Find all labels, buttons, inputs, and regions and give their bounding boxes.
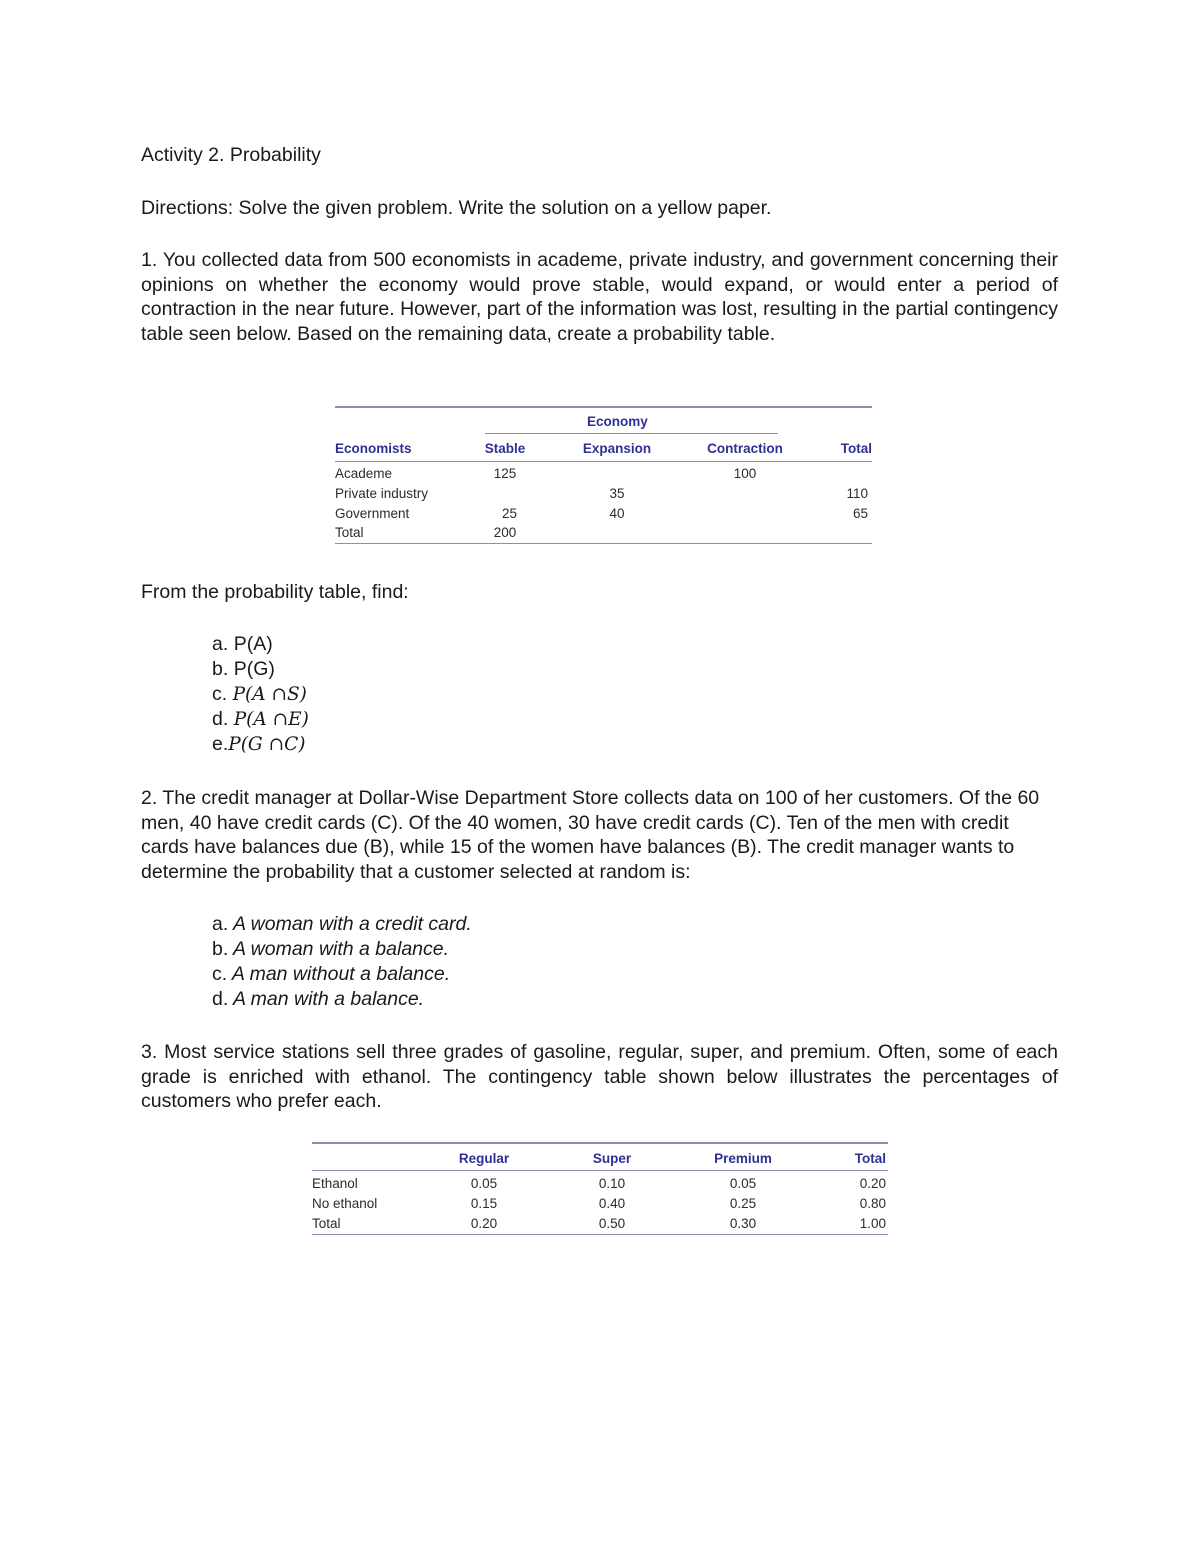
table-cell: Academe [335,466,393,481]
list-item [212,632,309,657]
problem-1-text: 1. You collected data from 500 economists in academe, private industry, and government concerning their opinions on whether the economy would prove stable, would expand, or would enter a period of contraction in the near future. However, part of the information was lost, resulting in the partial contingency table seen below. Based on the remaining data, create a probability table. [141,249,1058,345]
item-text: A man with a balance. [232,988,425,1010]
table-top-rule [312,1142,888,1144]
table-top-rule [335,406,872,408]
table-header-expansion: Expansion [582,441,652,456]
item-label: b. [212,658,229,680]
item-text: A woman with a credit card. [232,913,472,935]
table-header-premium: Premium [714,1151,772,1166]
table-cell: 0.80 [859,1196,886,1211]
list-item [212,987,472,1012]
table-cell: 0.30 [729,1216,757,1231]
table-cell: 0.10 [598,1176,626,1191]
item-label: d. [212,708,229,730]
table-cell: 0.50 [598,1216,626,1231]
table-cell: 35 [609,486,625,501]
item-label: b. [212,938,229,960]
table-cell: Total [312,1216,341,1231]
table-cell: 0.05 [470,1176,498,1191]
item-expr: P(G ∩C) [228,734,306,755]
table-header-contraction: Contraction [707,441,783,456]
table-header-super: Super [592,1151,632,1166]
directions-text: Directions: Solve the given problem. Write the solution on a yellow paper. [141,197,772,219]
find-intro-text: From the probability table, find: [141,581,409,603]
item-label: d. [212,988,229,1010]
list-item [212,937,472,962]
problem-2-text: 2. The credit manager at Dollar-Wise Department Store collects data on 100 of her customers. Of the 60 men, 40 have credit cards (C). Of the 40 women, 30 have credit cards (C). Ten of the men with credit cards have balances due (B), while 15 of the women have balances (B). The credit manager wants to determine the probability that a customer selected at random is: [141,787,1040,883]
item-expr: P(A ∩E) [233,709,309,730]
table-cell: 65 [852,506,868,521]
item-expr: P(A ∩S) [232,684,307,705]
economy-group-header: Economy [587,414,648,429]
table-header-regular: Regular [458,1151,510,1166]
item-label: a. [212,633,229,655]
table-header-rule [335,461,872,462]
table-header-rule [312,1170,888,1171]
table-bottom-rule [312,1234,888,1235]
table-cell: 1.00 [859,1216,886,1231]
list-item [212,732,309,757]
item-label: e. [212,733,229,755]
table-header-total: Total [840,441,872,456]
table-cell: 0.40 [598,1196,626,1211]
table-cell: Total [335,525,364,540]
table-cell: Ethanol [312,1176,358,1191]
table-bottom-rule [335,543,872,544]
economists-contingency-table [335,406,872,546]
table-cell: 25 [501,506,517,521]
table-cell: 0.05 [729,1176,757,1191]
table-header-stable: Stable [484,441,526,456]
table-cell: 0.15 [470,1196,498,1211]
table-cell: 110 [846,486,868,501]
table-cell: 100 [733,466,757,481]
gasoline-contingency-table [312,1142,888,1238]
item-expr: P(A) [233,633,273,655]
item-text: A man without a balance. [231,963,451,985]
table-cell: 0.20 [470,1216,498,1231]
list-item [212,682,309,707]
list-item [212,657,309,682]
item-label: a. [212,913,229,935]
list-item [212,912,472,937]
table-cell: 40 [609,506,625,521]
table-header-economists: Economists [335,441,412,456]
table-cell: Private industry [335,486,429,501]
table-cell: 200 [493,525,517,540]
table-cell: Government [335,506,410,521]
list-item [212,962,472,987]
problem-1-questions [212,632,309,757]
table-header-total: Total [854,1151,886,1166]
table-cell: 0.25 [729,1196,757,1211]
item-label: c. [212,963,228,985]
problem-2-questions [212,912,472,1012]
list-item [212,707,309,732]
item-label: c. [212,683,228,705]
item-text: A woman with a balance. [232,938,450,960]
table-cell: No ethanol [312,1196,378,1211]
table-cell: 0.20 [859,1176,886,1191]
table-cell: 125 [493,466,517,481]
item-expr: P(G) [233,658,275,680]
economy-group-rule [485,433,778,434]
activity-title: Activity 2. Probability [141,144,321,166]
problem-3-text: 3. Most service stations sell three grades of gasoline, regular, super, and premium. Often, some of each grade is enriched with ethanol. The contingency table shown below illustrates the percentages of customers who prefer each. [141,1041,1058,1113]
